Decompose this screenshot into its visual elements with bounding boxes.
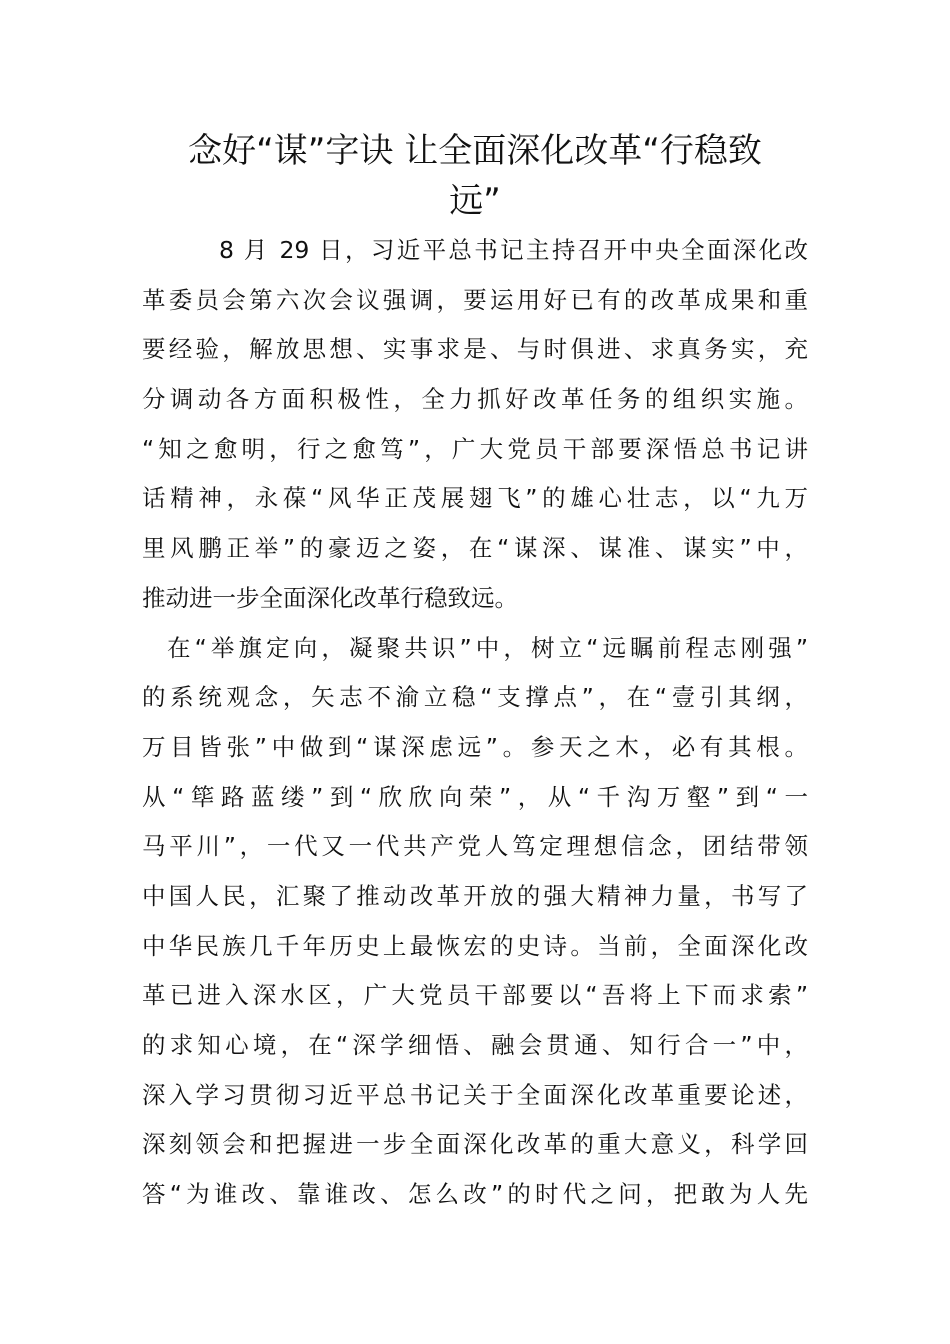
paragraph-line: 的求知心境，在“深学细悟、融会贯通、知行合一”中， (142, 1031, 808, 1059)
paragraph-line: 的系统观念，矢志不渝立稳“支撑点”，在“壹引其纲， (142, 683, 808, 712)
paragraph-line: 万目皆张”中做到“谋深虑远”。参天之木，必有其根。 (142, 732, 808, 761)
paragraph-line: 革委员会第六次会议强调，要运用好已有的改革成果和重 (142, 285, 808, 314)
paragraph-line: 中国人民，汇聚了推动改革开放的强大精神力量，书写了 (142, 881, 808, 910)
document-title (142, 126, 808, 226)
paragraph-line: 8 月 29 日，习近平总书记主持召开中央全面深化改 (219, 236, 808, 264)
paragraph-line: 深刻领会和把握进一步全面深化改革的重大意义，科学回 (142, 1130, 808, 1159)
paragraph-line: “知之愈明，行之愈笃”，广大党员干部要深悟总书记讲 (142, 434, 808, 463)
paragraph-line: 马平川”，一代又一代共产党人笃定理想信念，团结带领 (142, 832, 808, 861)
paragraph-line: 答“为谁改、靠谁改、怎么改”的时代之问，把敢为人先 (142, 1180, 808, 1209)
paragraph-line: 深入学习贯彻习近平总书记关于全面深化改革重要论述， (142, 1080, 808, 1109)
title-line-2: 远” (449, 181, 501, 221)
document-body (142, 226, 808, 1220)
paragraph-line: 革已进入深水区，广大党员干部要以“吾将上下而求索” (142, 981, 808, 1010)
paragraph-line: 从“筚路蓝缕”到“欣欣向荣”，从“千沟万壑”到“一 (142, 782, 808, 811)
title-line-1: 念好“谋”字诀 让全面深化改革“行稳致 (188, 131, 762, 171)
paragraph-line: 里风鹏正举”的豪迈之姿，在“谋深、谋准、谋实”中， (142, 534, 808, 563)
paragraph-line: 要经验，解放思想、实事求是、与时俱进、求真务实，充 (142, 335, 808, 364)
paragraph-line: 中华民族几千年历史上最恢宏的史诗。当前，全面深化改 (142, 931, 808, 960)
paragraph-line: 话精神，永葆“风华正茂展翅飞”的雄心壮志，以“九万 (142, 484, 808, 513)
paragraph-line: 分调动各方面积极性，全力抓好改革任务的组织实施。 (142, 385, 808, 414)
paragraph-line: 推动进一步全面深化改革行稳致远。 (142, 583, 518, 612)
paragraph-line: 在“举旗定向，凝聚共识”中，树立“远瞩前程志刚强” (167, 633, 808, 662)
